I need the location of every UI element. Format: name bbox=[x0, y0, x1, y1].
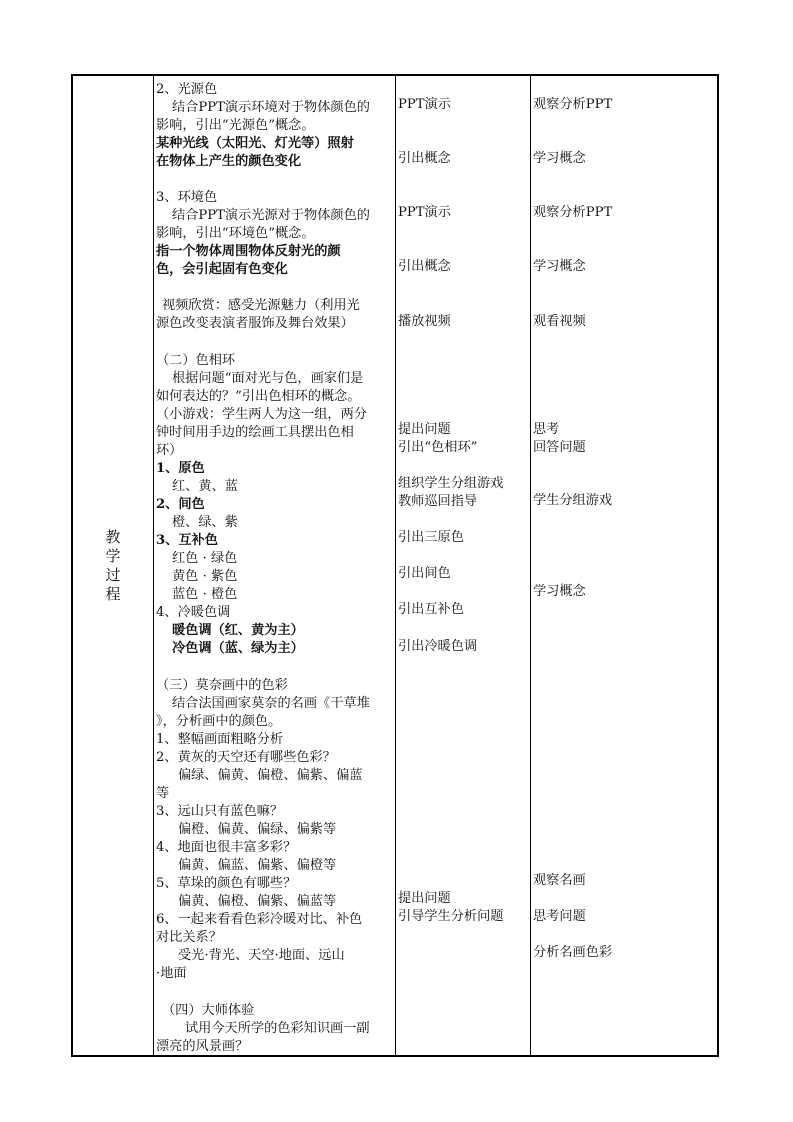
content-line: 橙、绿、紫 bbox=[172, 515, 238, 530]
content-line: 红、黄、蓝 bbox=[172, 479, 238, 494]
teacher-activity: 引出“色相环” bbox=[398, 440, 478, 455]
label-char: 教 bbox=[105, 528, 121, 546]
definition-text: 指一个物体周围物体反射光的颜 bbox=[156, 244, 341, 259]
content-line: 受光·背光、天空·地面、远山 bbox=[178, 948, 345, 963]
student-activity: 思考问题 bbox=[533, 909, 586, 924]
student-activity: 观察分析PPT bbox=[533, 205, 613, 220]
content-line: 6、一起来看看色彩冷暖对比、补色 bbox=[156, 912, 363, 927]
content-line: 黄色 · 紫色 bbox=[172, 569, 238, 584]
content-line: 结合PPT演示环境对于物体颜色的 bbox=[172, 100, 370, 115]
teacher-activity: 引出概念 bbox=[398, 259, 451, 274]
content-line: 对比关系？ bbox=[156, 930, 222, 945]
content-line: 试用今天所学的色彩知识画一副 bbox=[185, 1021, 370, 1036]
content-line: 偏橙、偏黄、偏绿、偏紫等 bbox=[178, 822, 337, 837]
teacher-activity: 引出三原色 bbox=[398, 530, 464, 545]
student-activity: 学习概念 bbox=[533, 259, 586, 274]
column-divider bbox=[153, 76, 154, 1055]
teacher-activity: 教师巡回指导 bbox=[398, 494, 478, 509]
student-activity: 学习概念 bbox=[533, 584, 586, 599]
content-line: 偏黄、偏蓝、偏紫、偏橙等 bbox=[178, 858, 337, 873]
student-activity: 学习概念 bbox=[533, 151, 586, 166]
content-heading: 1、原色 bbox=[156, 461, 205, 476]
teacher-activity: 引出冷暖色调 bbox=[398, 639, 478, 654]
column-divider bbox=[395, 76, 396, 1055]
label-char: 过 bbox=[105, 566, 121, 584]
content-line: 》，分析画中的颜色。 bbox=[156, 714, 282, 729]
teacher-activity: 引出间色 bbox=[398, 566, 451, 581]
content-line: 5、草垛的颜色有哪些？ bbox=[156, 876, 297, 891]
content-line: 红色 · 绿色 bbox=[172, 551, 238, 566]
content-heading: 3、环境色 bbox=[156, 190, 218, 205]
content-line: 蓝色 · 橙色 bbox=[172, 587, 238, 602]
label-char: 程 bbox=[105, 585, 121, 603]
content-line: 冷色调（蓝、绿为主） bbox=[172, 641, 304, 656]
student-activity: 学生分组游戏 bbox=[533, 493, 613, 508]
content-heading: 2、间色 bbox=[156, 497, 205, 512]
content-line: 偏黄、偏橙、偏紫、偏蓝等 bbox=[178, 894, 337, 909]
teacher-activity: PPT演示 bbox=[398, 97, 451, 112]
content-line: 钟时间用手边的绘画工具摆出色相 bbox=[156, 425, 354, 440]
content-line: 1、整幅画面粗略分析 bbox=[156, 732, 284, 747]
teacher-activity: 引导学生分析问题 bbox=[398, 909, 504, 924]
teacher-activity: 提出问题 bbox=[398, 422, 451, 437]
content-line: 3、远山只有蓝色嘛？ bbox=[156, 804, 284, 819]
student-activity: 回答问题 bbox=[533, 440, 586, 455]
content-line: 视频欣赏：感受光源魅力（利用光 bbox=[162, 298, 360, 313]
content-line: 2、黄灰的天空还有哪些色彩？ bbox=[156, 750, 336, 765]
teacher-activity: PPT演示 bbox=[398, 205, 451, 220]
content-line: 根据问题“面对光与色，画家们是 bbox=[172, 371, 364, 386]
definition-text: 某种光线（太阳光、灯光等）照射 bbox=[156, 136, 354, 151]
content-line: 漂亮的风景画？ bbox=[156, 1039, 249, 1054]
teacher-activity: 提出问题 bbox=[398, 891, 451, 906]
section-heading: （三）莫奈画中的色彩 bbox=[156, 678, 288, 693]
teacher-activity: 播放视频 bbox=[398, 314, 451, 329]
content-line: 暖色调（红、黄为主） bbox=[172, 623, 304, 638]
student-activity: 思考 bbox=[533, 422, 560, 437]
student-activity: 观察名画 bbox=[533, 873, 586, 888]
definition-text: 在物体上产生的颜色变化 bbox=[156, 154, 302, 169]
content-line: 如何表达的？”引出色相环的概念。 bbox=[156, 389, 361, 404]
column-divider bbox=[530, 76, 531, 1055]
content-line: 4、地面也很丰富多彩？ bbox=[156, 840, 297, 855]
content-line: 等 bbox=[156, 786, 170, 801]
content-line: 环） bbox=[156, 443, 183, 458]
definition-text: 色，会引起固有色变化 bbox=[156, 262, 288, 277]
content-line: 结合PPT演示光源对于物体颜色的 bbox=[172, 208, 370, 223]
content-line: 影响，引出“光源色”概念。 bbox=[156, 118, 315, 133]
content-line: 源色改变表演者服饰及舞台效果） bbox=[156, 316, 354, 331]
teacher-activity: 引出概念 bbox=[398, 151, 451, 166]
content-heading: 3、互补色 bbox=[156, 533, 218, 548]
section-heading: （二）色相环 bbox=[156, 353, 236, 368]
teacher-activity: 引出互补色 bbox=[398, 602, 464, 617]
content-line: 偏绿、偏黄、偏橙、偏紫、偏蓝 bbox=[178, 768, 363, 783]
content-line: 结合法国画家莫奈的名画《干草堆 bbox=[172, 696, 370, 711]
student-activity: 分析名画色彩 bbox=[533, 945, 613, 960]
content-line: 影响，引出“环境色”概念。 bbox=[156, 226, 315, 241]
student-activity: 观察分析PPT bbox=[533, 97, 613, 112]
label-char: 学 bbox=[105, 547, 121, 565]
content-heading: 4、冷暖色调 bbox=[156, 605, 231, 620]
content-line: ·地面 bbox=[156, 966, 187, 981]
content-heading: 2、光源色 bbox=[156, 82, 218, 97]
teacher-activity: 组织学生分组游戏 bbox=[398, 476, 504, 491]
student-activity: 观看视频 bbox=[533, 314, 586, 329]
content-line: （小游戏：学生两人为这一组，两分 bbox=[156, 407, 367, 422]
lesson-table bbox=[71, 74, 719, 1057]
section-heading: （四）大师体验 bbox=[162, 1003, 255, 1018]
